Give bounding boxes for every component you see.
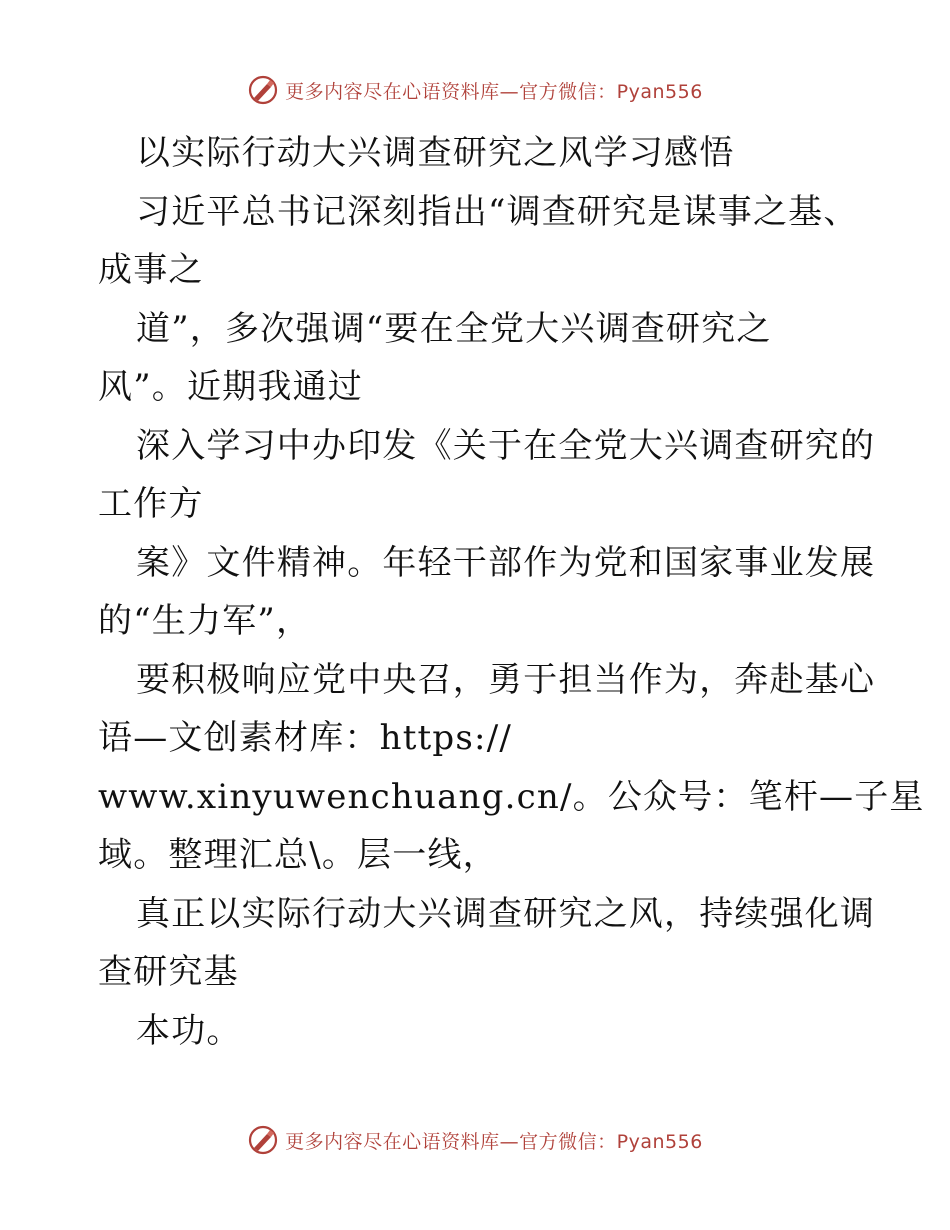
text-line: 查研究基 [98, 952, 239, 992]
document-title: 以实际行动大兴调查研究之风学习感悟 [136, 133, 735, 173]
text-line: 道”，多次强调“要在全党大兴调查研究之 [136, 308, 772, 349]
header-banner-text: 更多内容尽在心语资料库—官方微信：Pyan556 [285, 80, 703, 103]
pen-logo-icon [247, 74, 279, 106]
text-line: 真正以实际行动大兴调查研究之风，持续强化调 [136, 893, 876, 934]
text-line: 域。整理汇总\。层一线， [98, 835, 498, 875]
text-line: 成事之 [98, 250, 204, 290]
text-line: 工作方 [98, 484, 204, 524]
footer-banner [0, 1120, 950, 1160]
text-line: 要积极响应党中央召，勇于担当作为，奔赴基心 [136, 659, 876, 700]
header-banner [0, 70, 950, 110]
text-line: 习近平总书记深刻指出“调查研究是谋事之基、 [136, 191, 859, 232]
pen-logo-icon [247, 1124, 279, 1156]
text-line: 语—文创素材库：https:// [98, 718, 513, 758]
text-line: www.xinyuwenchuang.cn/。公众号：笔杆—子星 [98, 776, 925, 817]
text-line: 深入学习中办印发《关于在全党大兴调查研究的 [136, 425, 876, 466]
footer-banner-text: 更多内容尽在心语资料库—官方微信：Pyan556 [285, 1130, 703, 1153]
text-line: 本功。 [136, 1010, 242, 1051]
text-line: 风”。近期我通过 [98, 367, 363, 407]
document-body [98, 124, 925, 1060]
text-line: 的“生力军”， [98, 601, 312, 641]
text-line: 案》文件精神。年轻干部作为党和国家事业发展 [136, 542, 876, 583]
